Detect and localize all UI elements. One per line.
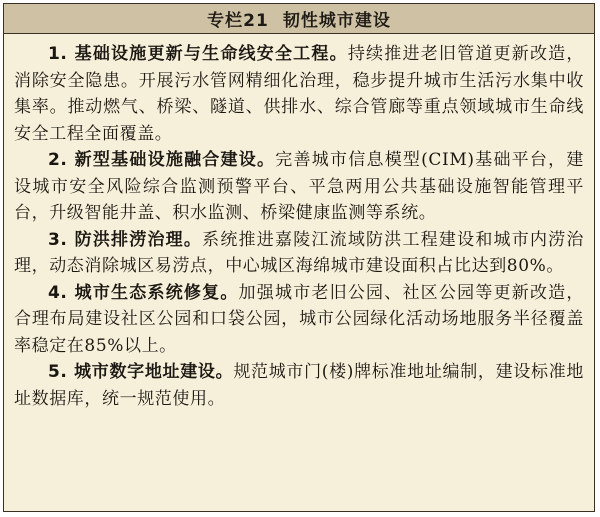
item-heading: 2. 新型基础设施融合建设。 [48,150,276,170]
item-text: 持续推进老旧管道更新改造，消除安全隐患。开展污水管网精细化治理，稳步提升城市生活污水集中收集率。推动燃气、桥梁、隧道、供排水、综合管廊等重点领域城市生命线安全工程全面覆盖。 [14,44,584,144]
list-item-3 [14,227,584,280]
column-body [14,41,584,412]
item-text: 完善城市信息模型(CIM)基础平台，建设城市安全风险综合监测预警平台、平急两用公共基础设施智能管理平台，升级智能井盖、积水监测、桥梁健康监测等系统。 [14,150,584,223]
item-text: 加强城市老旧公园、社区公园等更新改造，合理布局建设社区公园和口袋公园，城市公园绿化活动场地服务半径覆盖率稳定在85%以上。 [14,282,584,356]
list-item-4 [14,280,584,360]
item-text: 系统推进嘉陵江流域防洪工程建设和城市内涝治理，动态消除城区易涝点，中心城区海绵城市建设面积占比达到80%。 [14,229,584,276]
item-heading: 4. 城市生态系统修复。 [48,282,239,303]
item-heading: 5. 城市数字地址建设。 [48,362,234,382]
list-item-5 [14,359,584,412]
list-item-1 [14,41,584,147]
item-heading: 3. 防洪排涝治理。 [48,229,203,250]
list-item-2 [14,147,584,227]
column-title: 韧性城市建设 [282,11,391,31]
item-text: 规范城市门(楼)牌标准地址编制，建设标准地址数据库，统一规范使用。 [14,362,584,409]
column-header [4,4,594,34]
column-box [3,3,595,512]
column-number: 专栏21 [207,11,269,31]
item-heading: 1. 基础设施更新与生命线安全工程。 [48,44,348,64]
